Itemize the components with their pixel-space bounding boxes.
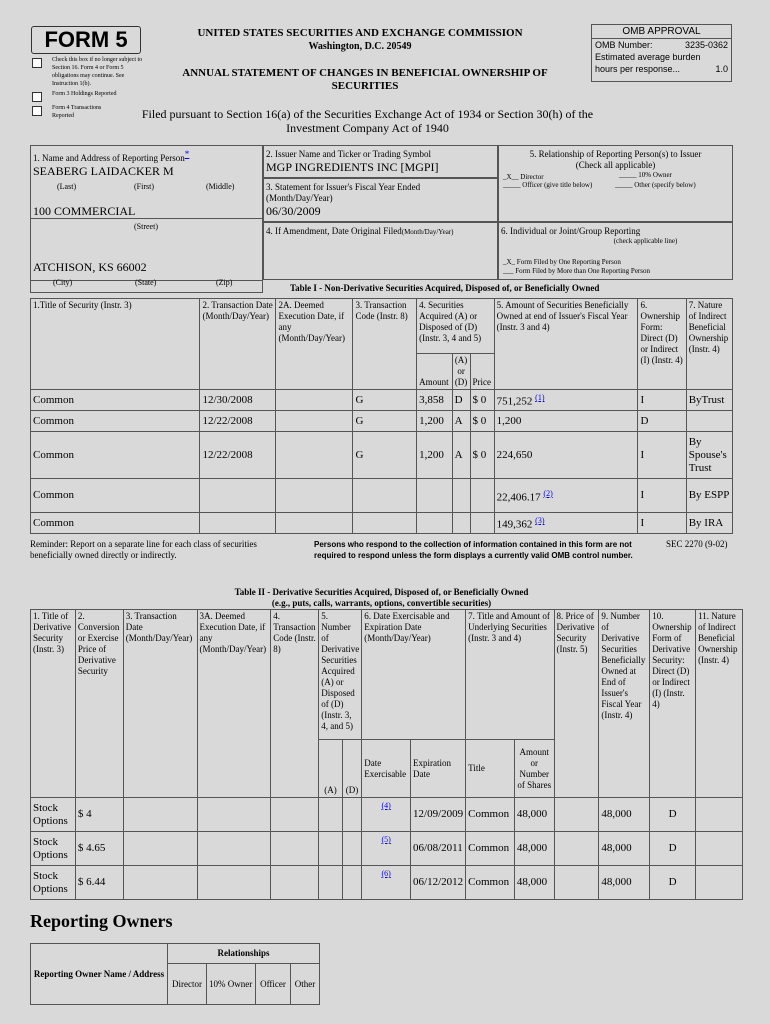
box5-label: 5. Relationship of Reporting Person(s) to Issuer bbox=[529, 149, 702, 159]
issuer-box bbox=[263, 145, 498, 178]
row-price bbox=[470, 479, 494, 513]
t1-header-deemed: 2A. Deemed Execution Date, if any (Month/Day/Year) bbox=[276, 299, 353, 390]
row-title: Stock Options bbox=[31, 798, 76, 832]
t2-header-date: 3. Transaction Date (Month/Day/Year) bbox=[123, 610, 197, 798]
row-aord: D bbox=[452, 390, 470, 411]
row-title: Common bbox=[31, 513, 200, 534]
row-code: G bbox=[353, 432, 417, 479]
footnote-link[interactable]: (4) bbox=[381, 801, 391, 810]
t2-header-owned: 9. Number of Derivative Securities Beneficially Owned at End of Issuer's Fiscal Year (Instr. 4) bbox=[599, 610, 650, 798]
row-deemed bbox=[276, 432, 353, 479]
row-code: G bbox=[353, 390, 417, 411]
omb-number-label: OMB Number: bbox=[595, 40, 653, 50]
row-expiration: 06/08/2011 bbox=[411, 832, 466, 866]
table-row bbox=[31, 411, 733, 432]
no-longer-subject-text: Check this box if no longer subject to Section 16. Form 4 or Form 5 obligations may continue. See Instruction 1(b). bbox=[52, 57, 143, 87]
t2-sub-a: (A) bbox=[319, 740, 343, 798]
amendment-box bbox=[263, 222, 498, 280]
owned-value: 149,362 bbox=[496, 518, 533, 531]
relationship-box bbox=[498, 145, 733, 222]
footnote-link[interactable]: (3) bbox=[535, 516, 545, 526]
row-title: Common bbox=[31, 411, 200, 432]
no-longer-subject-checkbox[interactable] bbox=[32, 58, 42, 68]
t2-header-derivative-price: 8. Price of Derivative Security (Instr. 5) bbox=[554, 610, 599, 798]
row-title: Stock Options bbox=[31, 866, 76, 900]
row-aord: A bbox=[452, 432, 470, 479]
owned-value: 224,650 bbox=[496, 448, 533, 461]
row-amount: 3,858 bbox=[417, 390, 452, 411]
t1-header-owned: 5. Amount of Securities Beneficially Owned at end of Issuer's Fiscal Year (Instr. 3 and 4) bbox=[494, 299, 638, 390]
row-form: I bbox=[638, 390, 686, 411]
row-code bbox=[353, 479, 417, 513]
row-price: $ 6.44 bbox=[75, 866, 123, 900]
row-owned: 48,000 bbox=[599, 832, 650, 866]
row-form: D bbox=[650, 798, 696, 832]
joint-group-box bbox=[498, 222, 733, 280]
form-title: FORM 5 bbox=[31, 26, 141, 54]
row-amount: 1,200 bbox=[417, 432, 452, 479]
footnote-link[interactable]: (2) bbox=[543, 488, 553, 498]
table-row bbox=[31, 390, 733, 411]
persons-notice: Persons who respond to the collection of information contained in this form are not required to respond unless the form displays a currently valid OMB control number. bbox=[314, 540, 633, 560]
table-row bbox=[31, 832, 743, 866]
row-date: 12/22/2008 bbox=[200, 432, 276, 479]
footnote-link[interactable]: (5) bbox=[381, 835, 391, 844]
row-deemed bbox=[276, 513, 353, 534]
row-title: Common bbox=[31, 432, 200, 479]
agency-name: UNITED STATES SECURITIES AND EXCHANGE COMMISSION bbox=[197, 27, 523, 39]
state-label: (State) bbox=[135, 278, 157, 287]
row-price bbox=[470, 513, 494, 534]
t1-header-acquired: 4. Securities Acquired (A) or Disposed of (D) (Instr. 3, 4 and 5) bbox=[417, 299, 495, 354]
issuer-name: MGP INGREDIENTS INC [MGPI] bbox=[266, 160, 439, 174]
row-underlying-amount: 48,000 bbox=[514, 832, 554, 866]
row-expiration: 06/12/2012 bbox=[411, 866, 466, 900]
row-owned: 48,000 bbox=[599, 798, 650, 832]
row-price: $ 4 bbox=[75, 798, 123, 832]
city-value: ATCHISON, KS 66002 bbox=[33, 260, 147, 274]
row-owned bbox=[494, 411, 638, 432]
t2-header-underlying: 7. Title and Amount of Underlying Securities (Instr. 3 and 4) bbox=[466, 610, 554, 740]
relationships-header: Relationships bbox=[168, 944, 320, 964]
agency-city: Washington, D.C. 20549 bbox=[308, 41, 412, 52]
row-amount: 1,200 bbox=[417, 411, 452, 432]
row-underlying-amount: 48,000 bbox=[514, 798, 554, 832]
t2-header-deemed: 3A. Deemed Execution Date, if any (Month/Day/Year) bbox=[197, 610, 271, 798]
box4-sub: (Month/Day/Year) bbox=[401, 228, 454, 236]
row-underlying-amount: 48,000 bbox=[514, 866, 554, 900]
row-aord: A bbox=[452, 411, 470, 432]
table-row bbox=[31, 866, 743, 900]
t1-header-title: 1.Title of Security (Instr. 3) bbox=[31, 299, 200, 390]
table-row bbox=[31, 513, 733, 534]
box6-sub: (check applicable line) bbox=[613, 237, 678, 245]
box5-sub: (Check all applicable) bbox=[575, 160, 656, 170]
reporting-person-name: SEABERG LAIDACKER M bbox=[33, 164, 174, 178]
row-title: Common bbox=[31, 479, 200, 513]
reporting-person-box bbox=[30, 145, 263, 287]
table-row bbox=[31, 479, 733, 513]
last-label: (Last) bbox=[57, 182, 77, 191]
annual-statement-title: ANNUAL STATEMENT OF CHANGES IN BENEFICIAL OWNERSHIP OF SECURITIES bbox=[182, 67, 548, 92]
owned-value: 22,406.17 bbox=[496, 491, 541, 504]
t2-sub-title: Title bbox=[466, 740, 515, 798]
form4-transactions-checkbox[interactable] bbox=[32, 106, 42, 116]
row-form: D bbox=[638, 411, 686, 432]
table-row bbox=[31, 798, 743, 832]
row-nature bbox=[686, 411, 732, 432]
t2-header-price: 2. Conversion or Exercise Price of Derivative Security bbox=[75, 610, 123, 798]
omb-number: 3235-0362 bbox=[684, 40, 728, 50]
other-header: Other bbox=[291, 964, 320, 1005]
row-date: 12/30/2008 bbox=[200, 390, 276, 411]
row-form: I bbox=[638, 432, 686, 479]
t1-header-date: 2. Transaction Date (Month/Day/Year) bbox=[200, 299, 276, 390]
t2-sub-expiration: Expiration Date bbox=[411, 740, 466, 798]
omb-title: OMB APPROVAL bbox=[592, 25, 731, 39]
street-value: 100 COMMERCIAL bbox=[33, 204, 136, 218]
row-form: I bbox=[638, 479, 686, 513]
table1-title: Table I - Non-Derivative Securities Acquired, Disposed of, or Beneficially Owned bbox=[290, 283, 600, 293]
reporting-owners-title: Reporting Owners bbox=[30, 911, 173, 931]
street-label: (Street) bbox=[134, 222, 158, 231]
row-price: $ 0 bbox=[470, 390, 494, 411]
box2-label: 2. Issuer Name and Ticker or Trading Symbol bbox=[266, 149, 431, 159]
director-header: Director bbox=[168, 964, 207, 1005]
multiple-persons-option[interactable]: ___ Form Filed by More than One Reporting Person bbox=[503, 267, 650, 275]
table2-title: Table II - Derivative Securities Acquired, Disposed of, or Beneficially Owned bbox=[234, 587, 529, 597]
omb-hours-label: hours per response... bbox=[595, 64, 681, 74]
row-nature: By ESPP bbox=[686, 479, 732, 513]
form4-transactions-text: Form 4 Transactions Reported bbox=[52, 105, 102, 119]
row-price: $ 0 bbox=[470, 432, 494, 479]
reporting-owners-table bbox=[30, 943, 320, 1005]
row-price: $ 0 bbox=[470, 411, 494, 432]
first-label: (First) bbox=[134, 182, 154, 191]
form3-holdings-checkbox[interactable] bbox=[32, 92, 42, 102]
row-date: 12/22/2008 bbox=[200, 411, 276, 432]
row-title: Stock Options bbox=[31, 832, 76, 866]
box1-asterisk-link[interactable]: * bbox=[184, 149, 190, 159]
row-underlying-title: Common bbox=[466, 866, 515, 900]
t2-header-form: 10. Ownership Form of Derivative Security: Direct (D) or Indirect (I) (Instr. 4) bbox=[650, 610, 696, 798]
director-option[interactable]: _X__ Director bbox=[503, 173, 544, 181]
row-expiration: 12/09/2009 bbox=[411, 798, 466, 832]
t1-sub-aord: (A) or (D) bbox=[452, 354, 470, 390]
t1-header-nature: 7. Nature of Indirect Beneficial Ownership (Instr. 4) bbox=[686, 299, 732, 390]
omb-approval-box bbox=[591, 24, 732, 82]
row-form: D bbox=[650, 866, 696, 900]
t2-header-code: 4. Transaction Code (Instr. 8) bbox=[271, 610, 319, 798]
row-aord bbox=[452, 513, 470, 534]
box4-label: 4. If Amendment, Date Original Filed bbox=[266, 226, 402, 236]
row-deemed bbox=[276, 390, 353, 411]
row-nature: By Spouse's Trust bbox=[686, 432, 732, 479]
ten-percent-owner-option[interactable]: _____ 10% Owner bbox=[619, 171, 672, 179]
row-date bbox=[200, 513, 276, 534]
row-nature: ByTrust bbox=[686, 390, 732, 411]
filed-pursuant-text: Filed pursuant to Section 16(a) of the Securities Exchange Act of 1934 or Section 30(h) of the Investment Company Act of 1940 bbox=[141, 107, 594, 135]
footnote-link[interactable]: (1) bbox=[535, 393, 545, 403]
row-aord bbox=[452, 479, 470, 513]
row-form: I bbox=[638, 513, 686, 534]
row-form: D bbox=[650, 832, 696, 866]
t2-sub-d: (D) bbox=[342, 740, 361, 798]
row-owned: 48,000 bbox=[599, 866, 650, 900]
t1-header-form: 6. Ownership Form: Direct (D) or Indirect (I) (Instr. 4) bbox=[638, 299, 686, 390]
sec-code: SEC 2270 (9-02) bbox=[666, 539, 728, 549]
omb-hours: 1.0 bbox=[715, 64, 728, 74]
fiscal-year-ended: 06/30/2009 bbox=[266, 204, 321, 218]
box6-label: 6. Individual or Joint/Group Reporting bbox=[501, 226, 641, 236]
one-person-option[interactable]: _X_ Form Filed by One Reporting Person bbox=[503, 258, 621, 266]
ten-percent-owner-header: 10% Owner bbox=[207, 964, 256, 1005]
t2-sub-date-exercisable: Date Exercisable bbox=[362, 740, 411, 798]
t2-header-exercisable: 6. Date Exercisable and Expiration Date (Month/Day/Year) bbox=[362, 610, 466, 740]
row-owned bbox=[494, 479, 638, 513]
row-amount bbox=[417, 479, 452, 513]
fiscal-year-box bbox=[263, 178, 498, 222]
zip-label: (Zip) bbox=[216, 278, 233, 287]
row-underlying-title: Common bbox=[466, 832, 515, 866]
officer-option[interactable]: _____ Officer (give title below) bbox=[503, 181, 593, 189]
table2-subtitle: (e.g., puts, calls, warrants, options, convertible securities) bbox=[271, 598, 492, 608]
row-owned bbox=[494, 513, 638, 534]
form3-holdings-text: Form 3 Holdings Reported bbox=[52, 91, 117, 97]
t1-sub-price: Price bbox=[470, 354, 494, 390]
t1-sub-amount: Amount bbox=[417, 354, 452, 390]
t2-header-title: 1. Title of Derivative Security (Instr. 3) bbox=[31, 610, 76, 798]
officer-header: Officer bbox=[256, 964, 291, 1005]
owned-value: 751,252 bbox=[496, 395, 533, 408]
t1-header-code: 3. Transaction Code (Instr. 8) bbox=[353, 299, 417, 390]
other-option[interactable]: _____ Other (specify below) bbox=[615, 181, 696, 189]
box3-label: 3. Statement for Issuer's Fiscal Year Ended (Month/Day/Year) bbox=[266, 182, 421, 203]
omb-burden: Estimated average burden bbox=[595, 52, 701, 62]
row-nature: By IRA bbox=[686, 513, 732, 534]
row-deemed bbox=[276, 411, 353, 432]
middle-label: (Middle) bbox=[206, 182, 235, 191]
row-owned bbox=[494, 432, 638, 479]
row-owned bbox=[494, 390, 638, 411]
row-title: Common bbox=[31, 390, 200, 411]
row-underlying-title: Common bbox=[466, 798, 515, 832]
row-deemed bbox=[276, 479, 353, 513]
row-code bbox=[353, 513, 417, 534]
box1-label: 1. Name and Address of Reporting Person bbox=[33, 153, 185, 163]
row-amount bbox=[417, 513, 452, 534]
t2-sub-amount: Amount or Number of Shares bbox=[514, 740, 554, 798]
t2-header-nature: 11. Nature of Indirect Beneficial Ownership (Instr. 4) bbox=[696, 610, 743, 798]
t2-header-number: 5. Number of Derivative Securities Acquired (A) or Disposed of (D) (Instr. 3, 4, and 5) bbox=[319, 610, 362, 740]
footnote-link[interactable]: (6) bbox=[381, 869, 391, 878]
non-derivative-table bbox=[30, 298, 733, 534]
owned-value: 1,200 bbox=[496, 414, 522, 427]
owner-name-header: Reporting Owner Name / Address bbox=[31, 944, 168, 1005]
table-row bbox=[31, 432, 733, 479]
derivative-table bbox=[30, 609, 743, 900]
row-price: $ 4.65 bbox=[75, 832, 123, 866]
row-date bbox=[200, 479, 276, 513]
row-code: G bbox=[353, 411, 417, 432]
reminder-text: Reminder: Report on a separate line for each class of securities beneficially owned directly or indirectly. bbox=[30, 539, 257, 560]
city-label: (City) bbox=[53, 278, 73, 287]
